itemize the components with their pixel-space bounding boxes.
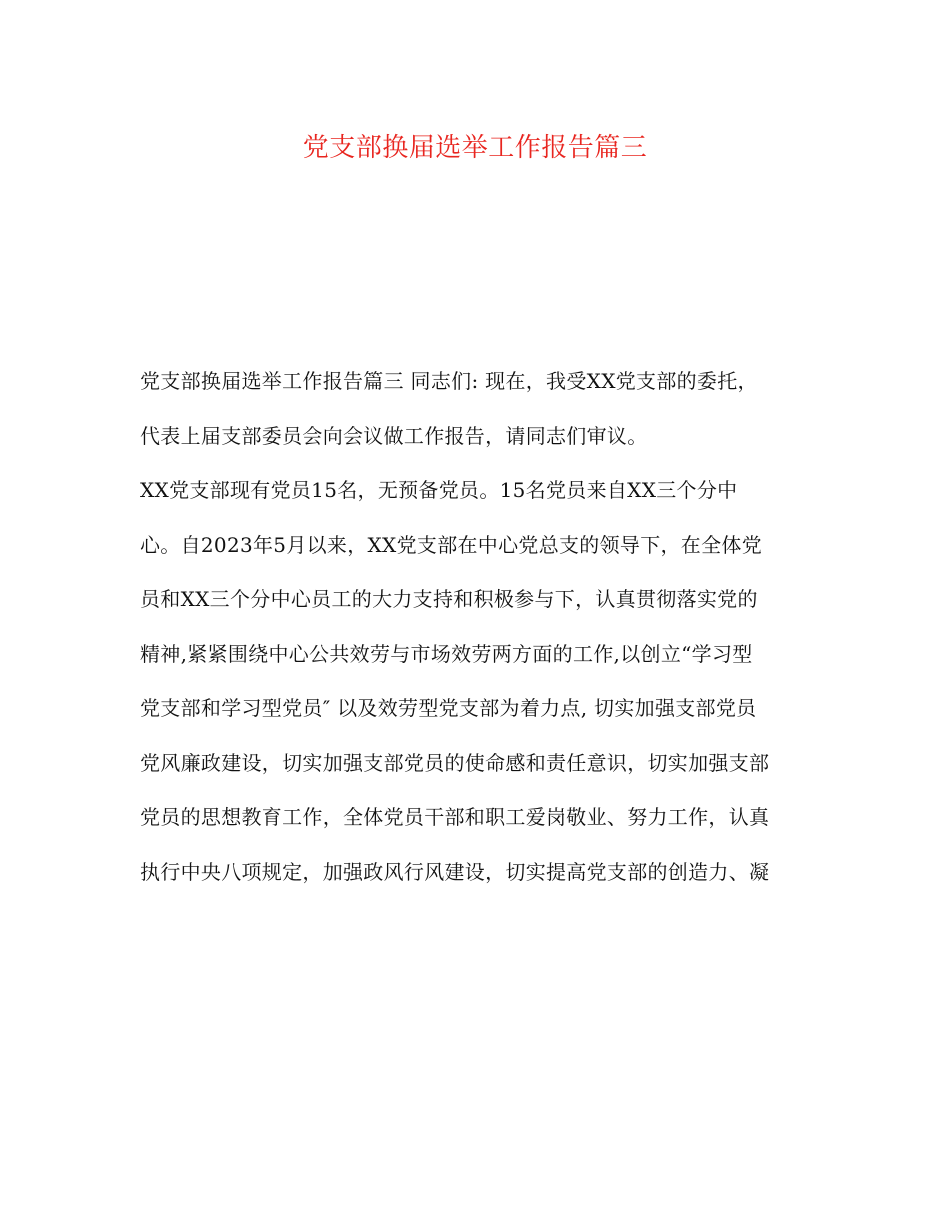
body-line-6: 精神,紧紧围绕中心公共效劳与市场效劳两方面的工作,以创立“学习型	[140, 641, 753, 666]
body-line-4: 心。自2023年5月以来，XX党支部在中心党总支的领导下，在全体党	[140, 532, 762, 557]
body-line-3: XX党支部现有党员15名，无预备党员。15名党员来自XX三个分中	[140, 478, 738, 502]
body-line-7: 党支部和学习型党员″ 以及效劳型党支部为着力点, 切实加强支部党员	[140, 696, 757, 720]
body-line-2: 代表上届支部委员会向会议做工作报告，请同志们审议。	[140, 423, 648, 448]
document-title: 党支部换届选举工作报告篇三	[302, 133, 648, 163]
body-line-5: 员和XX三个分中心员工的大力支持和积极参与下，认真贯彻落实党的	[140, 587, 758, 611]
body-line-10: 执行中央八项规定，加强政风行风建设，切实提高党支部的创造力、凝	[140, 859, 770, 884]
document-body	[140, 361, 820, 906]
body-line-9: 党员的思想教育工作，全体党员干部和职工爱岗敬业、努力工作，认真	[140, 805, 770, 829]
body-line-1: 党支部换届选举工作报告篇三 同志们: 现在，我受XX党支部的委托，	[140, 369, 758, 393]
body-line-8: 党风廉政建设，切实加强支部党员的使命感和责任意识，切实加强支部	[140, 750, 770, 775]
